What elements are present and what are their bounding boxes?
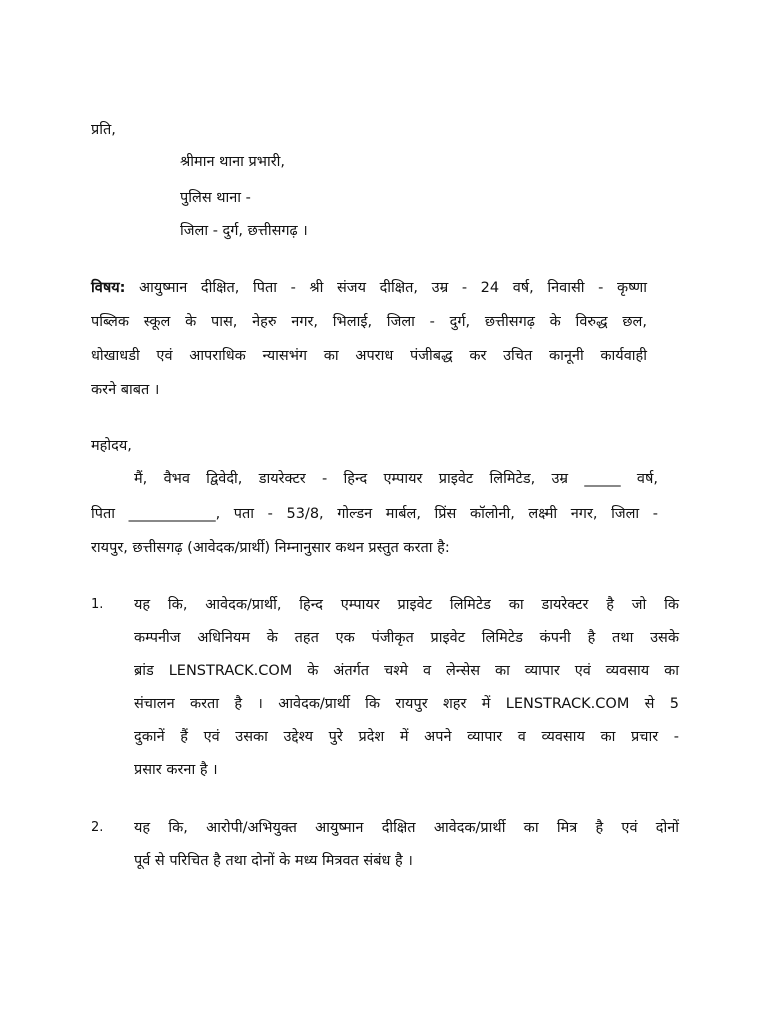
point-number: 1. bbox=[91, 597, 104, 612]
intro-line: मैं, वैभव द्विवेदी, डायरेक्टर - हिन्द एम्पायर प्राइवेट लिमिटेड, उम्र _____ वर्ष, bbox=[134, 471, 658, 487]
recipient-line: जिला - दुर्ग, छत्तीसगढ़ । bbox=[180, 223, 308, 239]
greeting: महोदय, bbox=[91, 438, 132, 454]
point-line: यह कि, आवेदक/प्रार्थी, हिन्द एम्पायर प्राइवेट लिमिटेड का डायरेक्टर है जो कि bbox=[134, 597, 679, 613]
intro-line: पिता ____________, पता - 53/8, गोल्डन मार्बल, प्रिंस कॉलोनी, लक्ष्मी नगर, जिला - bbox=[91, 506, 658, 522]
salutation-to: प्रति, bbox=[91, 122, 116, 138]
point-line: दुकानें हैं एवं उसका उद्देश्य पुरे प्रदेश में अपने व्यापार व व्यवसाय का प्रचार - bbox=[134, 729, 679, 745]
intro-line: रायपुर, छत्तीसगढ़ (आवेदक/प्रार्थी) निम्नानुसार कथन प्रस्तुत करता है: bbox=[91, 540, 450, 556]
subject-text: आयुष्मान दीक्षित, पिता - श्री संजय दीक्षित, उम्र - 24 वर्ष, निवासी - कृष्णा bbox=[139, 280, 647, 296]
point-line: कम्पनीज अधिनियम के तहत एक पंजीकृत प्राइवेट लिमिटेड कंपनी है तथा उसके bbox=[134, 630, 679, 646]
subject-line: करने बाबत । bbox=[91, 382, 160, 398]
point-line: संचालन करता है । आवेदक/प्रार्थी कि रायपुर शहर में LENSTRACK.COM से 5 bbox=[134, 696, 679, 712]
point-line: ब्रांड LENSTRACK.COM के अंतर्गत चश्मे व लेन्सेस का व्यापार एवं व्यवसाय का bbox=[134, 663, 679, 679]
recipient-line: श्रीमान थाना प्रभारी, bbox=[180, 154, 286, 170]
point-line: प्रसार करना है । bbox=[134, 762, 218, 778]
subject-line: धोखाधडी एवं आपराधिक न्यासभंग का अपराध पंजीबद्ध कर उचित कानूनी कार्यवाही bbox=[91, 348, 647, 364]
subject-label: विषय: bbox=[91, 280, 126, 296]
subject-line: पब्लिक स्कूल के पास, नेहरु नगर, भिलाई, जिला - दुर्ग, छत्तीसगढ़ के विरुद्ध छल, bbox=[91, 314, 647, 330]
subject-line bbox=[91, 278, 647, 298]
point-line: यह कि, आरोपी/अभियुक्त आयुष्मान दीक्षित आवेदक/प्रार्थी का मित्र है एवं दोनों bbox=[134, 820, 679, 836]
point-line: पूर्व से परिचित है तथा दोनों के मध्य मित्रवत संबंध है । bbox=[134, 853, 413, 869]
recipient-line: पुलिस थाना - bbox=[180, 190, 251, 206]
point-number: 2. bbox=[91, 820, 104, 835]
